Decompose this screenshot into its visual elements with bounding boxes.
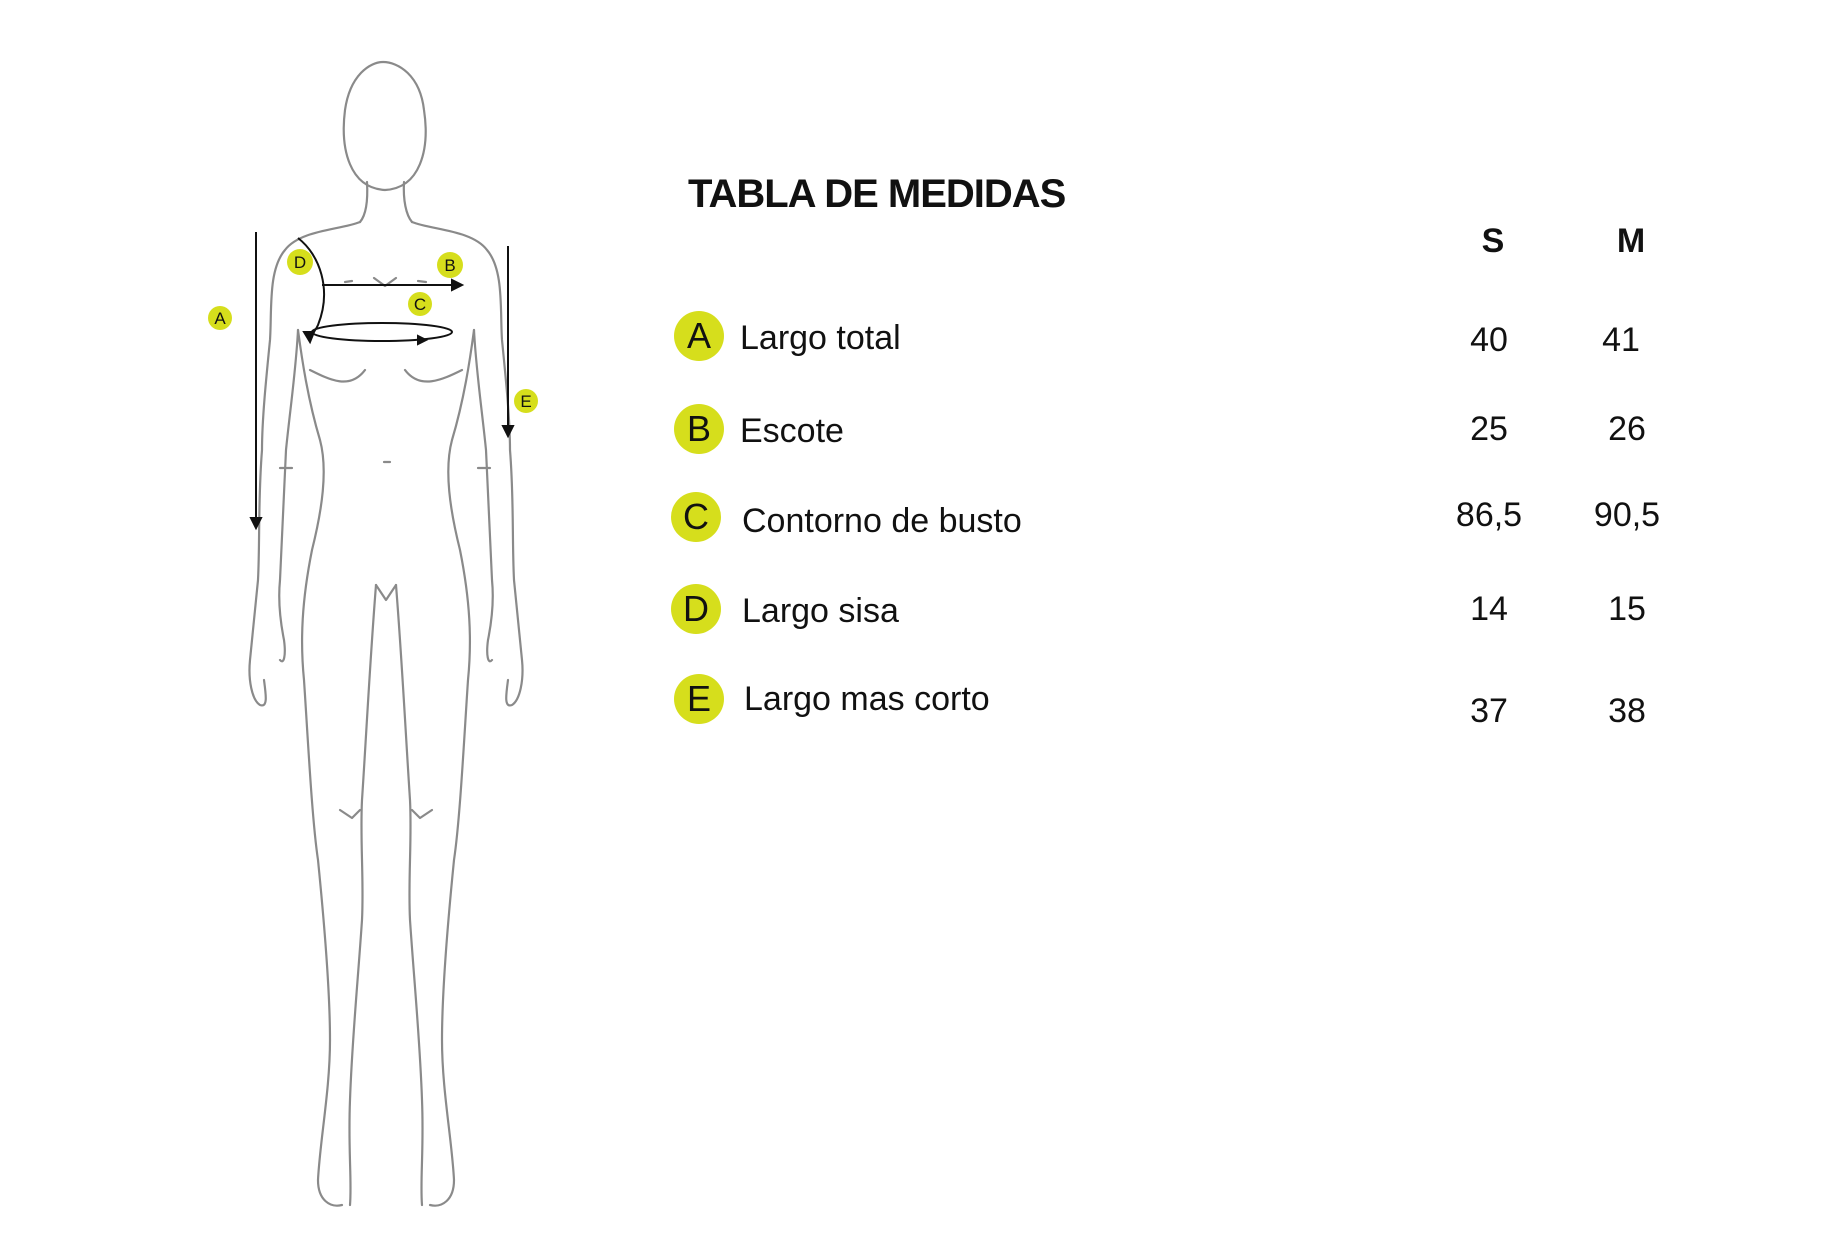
value-s: 40 <box>1470 321 1508 359</box>
value-s: 86,5 <box>1455 496 1523 534</box>
value-m: 41 <box>1602 321 1640 359</box>
svg-text:C: C <box>413 295 427 314</box>
value-m: 38 <box>1608 692 1646 730</box>
marker-badge-b: B <box>674 404 724 454</box>
size-header-m: M <box>1616 222 1646 260</box>
svg-text:B: B <box>444 256 456 275</box>
measurement-row-e <box>674 674 1694 730</box>
marker-badge-c: C <box>671 492 721 542</box>
measurement-label: Largo total <box>740 319 901 357</box>
value-s: 14 <box>1470 590 1508 628</box>
measurement-label: Contorno de busto <box>742 502 1022 540</box>
svg-text:A: A <box>214 309 226 328</box>
measurement-label: Escote <box>740 412 844 450</box>
size-header-s: S <box>1481 222 1505 260</box>
value-m: 15 <box>1608 590 1646 628</box>
measurement-label: Largo sisa <box>742 592 899 630</box>
body-figure-illustration <box>180 40 560 1220</box>
value-s: 37 <box>1470 692 1508 730</box>
svg-text:D: D <box>293 253 307 272</box>
value-s: 25 <box>1470 410 1508 448</box>
measurement-row-d <box>674 584 1694 640</box>
marker-badge-a: A <box>674 311 724 361</box>
svg-text:E: E <box>520 392 532 411</box>
marker-badge-d: D <box>671 584 721 634</box>
measurement-row-b <box>674 404 1694 460</box>
page-title: TABLA DE MEDIDAS <box>688 172 1066 216</box>
marker-badge-e: E <box>674 674 724 724</box>
value-m: 90,5 <box>1593 496 1661 534</box>
measurement-row-a <box>674 311 1694 367</box>
value-m: 26 <box>1608 410 1646 448</box>
measurement-row-c <box>674 492 1694 548</box>
measurement-label: Largo mas corto <box>744 680 990 718</box>
